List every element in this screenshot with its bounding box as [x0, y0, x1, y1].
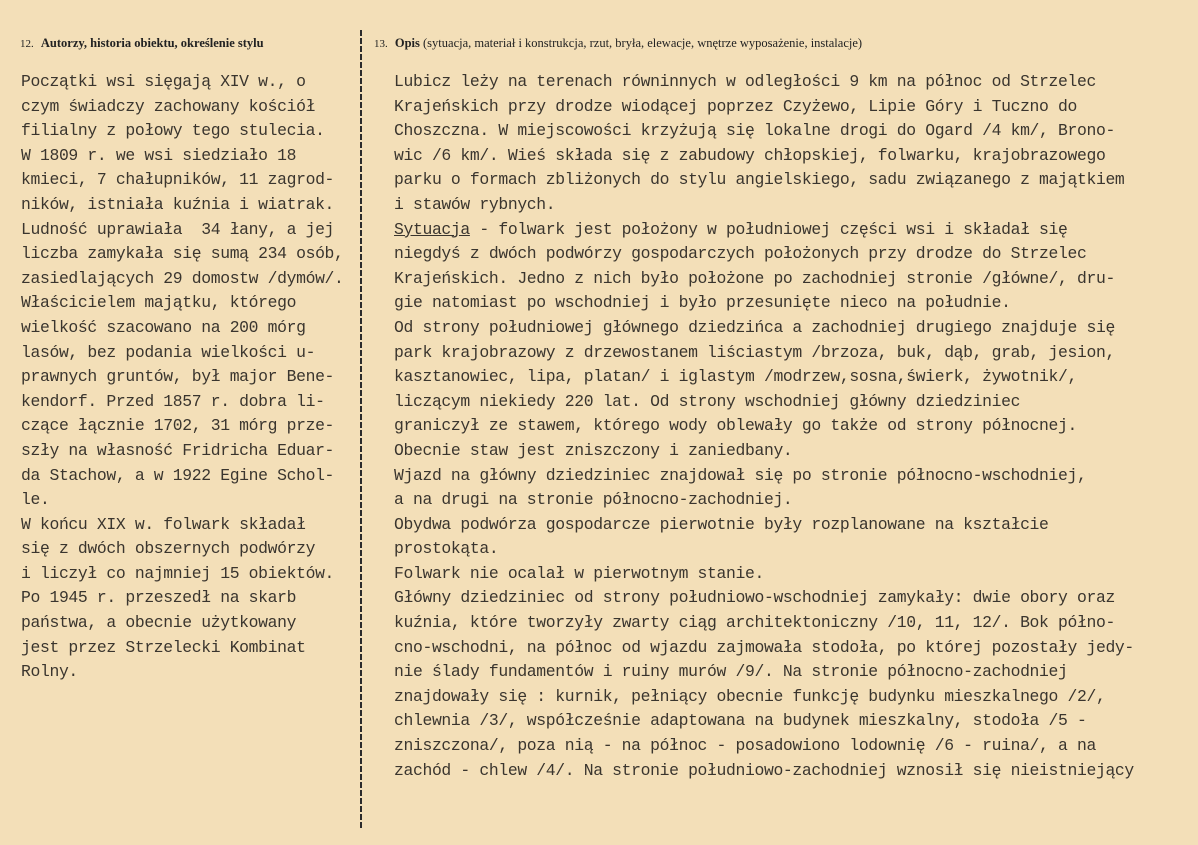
text-line: ników, istniała kuźnia i wiatrak.: [21, 194, 335, 214]
description-text-column: [394, 70, 1134, 783]
text-line: W 1809 r. we wsi siedziało 18: [21, 145, 297, 165]
text-line: kmieci, 7 chałupników, 11 zagrod-: [21, 170, 335, 190]
text-line: prostokąta.: [394, 539, 499, 559]
text-line: le.: [21, 490, 50, 510]
text-line: Rolny.: [21, 662, 78, 682]
text-line: nie ślady fundamentów i ruiny murów /9/. Na stronie północno-zachodniej: [394, 662, 1068, 682]
text-line: a na drugi na stronie północno-zachodniej.: [394, 490, 793, 510]
text-line-rest: - folwark jest położony w południowej części wsi i składał się: [469, 219, 1068, 239]
left-column-header: [20, 36, 264, 51]
text-line: i stawów rybnych.: [394, 194, 556, 214]
right-header-number: 13.: [374, 38, 388, 50]
text-line: liczącym niekiedy 220 lat. Od strony wschodniej główny dziedziniec: [394, 391, 1021, 411]
text-line: się z dwóch obszernych podwórzy: [21, 539, 316, 559]
text-line: filialny z połowy tego stulecia.: [21, 121, 325, 141]
text-line: czące łącznie 1702, 31 mórg prze-: [21, 416, 335, 436]
text-line: Początki wsi sięgają XIV w., o: [21, 72, 306, 91]
text-line: cno-wschodni, na północ od wjazdu zajmowała stodoła, po której pozostały jedy-: [394, 637, 1134, 657]
text-line: czym świadczy zachowany kościół: [21, 96, 316, 116]
text-line: Folwark nie ocalał w pierwotnym stanie.: [394, 563, 764, 583]
text-line: Ludność uprawiała 34 łany, a jej: [21, 219, 335, 239]
right-header-subtitle: (sytuacja, materiał i konstrukcja, rzut, bryła, elewacje, wnętrze wyposażenie, instalacje): [423, 36, 863, 50]
text-line: Krajeńskich. Jedno z nich było położone po zachodniej stronie /główne/, dru-: [394, 268, 1115, 288]
text-line: chlewnia /3/, współcześnie adaptowana na budynek mieszkalny, stodoła /5 -: [394, 711, 1087, 731]
text-line: państwa, a obecnie użytkowany: [21, 613, 297, 633]
text-line: Obydwa podwórza gospodarcze pierwotnie były rozplanowane na kształcie: [394, 514, 1049, 534]
text-line: [394, 218, 1134, 243]
text-line: i liczył co najmniej 15 obiektów.: [21, 563, 335, 583]
text-line: kuźnia, które tworzyły zwarty ciąg architektoniczny /10, 11, 12/. Bok półno-: [394, 613, 1115, 633]
text-line: wielkość szacowano na 200 mórg: [21, 317, 306, 337]
text-line: liczba zamykała się sumą 234 osób,: [21, 244, 344, 264]
column-divider: [360, 30, 362, 830]
text-line: prawnych gruntów, był major Bene-: [21, 367, 335, 387]
text-line: zniszczona/, poza nią - na północ - posadowiono lodownię /6 - ruina/, a na: [394, 736, 1096, 756]
text-line: lasów, bez podania wielkości u-: [21, 342, 316, 362]
text-line: Lubicz leży na terenach równinnych w odległości 9 km na północ od Strzelec: [394, 72, 1096, 91]
text-line: Główny dziedziniec od strony południowo-wschodniej zamykały: dwie obory oraz: [394, 588, 1115, 608]
section-heading-sytuacja: Sytuacja: [394, 219, 470, 239]
text-line: gie natomiast po wschodniej i było przesunięte nieco na południe.: [394, 293, 1011, 313]
text-line: znajdowały się : kurnik, pełniący obecnie funkcję budynku mieszkalnego /2/,: [394, 686, 1106, 706]
history-text-column: [21, 70, 344, 685]
text-line: niegdyś z dwóch podwórzy gospodarczych położonych przy drodze do Strzelec: [394, 244, 1087, 264]
right-column-header: [374, 36, 862, 51]
left-header-title: Autorzy, historia obiektu, określenie stylu: [40, 36, 264, 50]
left-header-number: 12.: [20, 38, 34, 50]
text-line: graniczył ze stawem, którego wody oblewały go także od strony północnej.: [394, 416, 1077, 436]
text-line: parku o formach zbliżonych do stylu angielskiego, sadu związanego z majątkiem: [394, 170, 1125, 190]
text-line: park krajobrazowy z drzewostanem liściastym /brzoza, buk, dąb, grab, jesion,: [394, 342, 1115, 362]
text-line: szły na własność Fridricha Eduar-: [21, 440, 335, 460]
text-line: Krajeńskich przy drodze wiodącej poprzez Czyżewo, Lipie Góry i Tuczno do: [394, 96, 1077, 116]
text-line: Wjazd na główny dziedziniec znajdował się po stronie północno-wschodniej,: [394, 465, 1087, 485]
text-line: jest przez Strzelecki Kombinat: [21, 637, 306, 657]
text-line: zasiedlających 29 domostw /dymów/.: [21, 268, 344, 288]
text-line: kendorf. Przed 1857 r. dobra li-: [21, 391, 325, 411]
text-line: kasztanowiec, lipa, platan/ i iglastym /modrzew,sosna,świerk, żywotnik/,: [394, 367, 1077, 387]
text-line: Od strony południowej głównego dziedzińca a zachodniej drugiego znajduje się: [394, 317, 1115, 337]
text-line: wic /6 km/. Wieś składa się z zabudowy chłopskiej, folwarku, krajobrazowego: [394, 145, 1106, 165]
text-line: Choszczna. W miejscowości krzyżują się lokalne drogi do Ogard /4 km/, Brono-: [394, 121, 1115, 141]
text-line: W końcu XIX w. folwark składał: [21, 514, 306, 534]
text-line: Po 1945 r. przeszedł na skarb: [21, 588, 297, 608]
text-line: Obecnie staw jest zniszczony i zaniedbany.: [394, 440, 793, 460]
text-line: zachód - chlew /4/. Na stronie południowo-zachodniej wznosił się nieistniejący: [394, 760, 1134, 780]
right-header-title: Opis: [394, 36, 420, 50]
text-line: da Stachow, a w 1922 Egine Schol-: [21, 465, 335, 485]
text-line: Właścicielem majątku, którego: [21, 293, 297, 313]
